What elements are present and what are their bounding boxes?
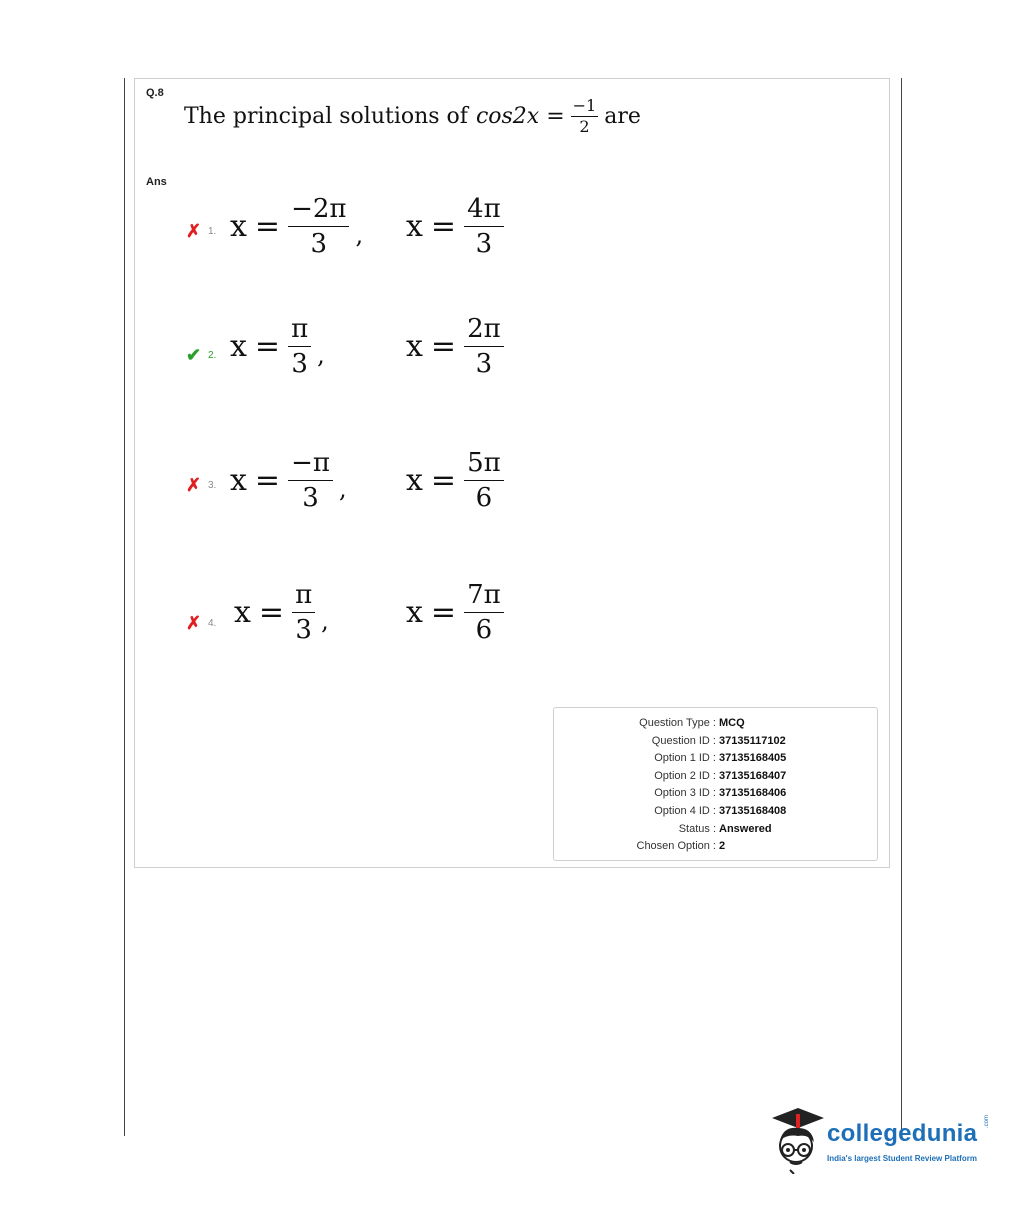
info-value: 37135168405 [719,752,787,764]
info-label: Option 1 ID : [654,752,716,764]
option-number: 2. [208,350,217,361]
option-number: 4. [208,618,217,629]
info-label: Option 2 ID : [654,770,716,782]
cross-icon: ✗ [186,221,202,241]
option-1-first-equation [230,196,363,257]
variable: x [406,209,423,244]
equals-sign: = [258,595,285,630]
option-number: 1. [208,226,217,237]
equals-sign: = [254,329,281,364]
fraction-denominator: 3 [295,615,312,645]
info-label: Chosen Option : [636,840,716,852]
option-2 [186,316,546,396]
option-2-first-equation [230,316,325,377]
fraction [288,450,333,511]
fraction [288,196,349,257]
fraction-denominator: 3 [302,483,319,513]
fraction-denominator: 3 [475,349,493,379]
fraction-denominator: 2 [579,117,590,136]
right-margin-line [901,78,902,1136]
option-4-second-equation [406,582,504,643]
variable: x [406,595,423,630]
equals-sign: = [430,329,457,364]
comma: , [317,341,325,369]
question-number: Q.8 [146,87,164,99]
variable: x [230,463,247,498]
info-value: Answered [719,823,772,835]
equals-sign: = [430,463,457,498]
info-label: Question Type : [639,717,716,729]
fraction [464,316,504,377]
cross-icon: ✗ [186,613,202,633]
info-value: 37135168406 [719,787,787,799]
variable: x [406,329,423,364]
fraction [464,450,504,511]
comma: , [338,475,347,503]
fraction-denominator: 3 [310,229,328,259]
fraction [292,582,315,643]
fraction-numerator: −2π [291,194,347,224]
question-fraction [571,98,599,135]
fraction-numerator: 4π [467,194,501,224]
checkmark-icon: ✔ [186,345,202,365]
variable: x [230,329,247,364]
answer-label: Ans [146,176,167,188]
logo-tld: .com [984,1114,990,1128]
info-value: 37135117102 [719,735,786,747]
left-margin-line [124,78,125,1136]
option-1-second-equation [406,196,504,257]
option-3-second-equation [406,450,504,511]
option-3 [186,450,546,530]
info-label: Status : [678,823,716,835]
graduate-mascot-icon [768,1104,826,1174]
cross-icon: ✗ [186,475,202,495]
info-value: 2 [719,840,726,852]
option-2-second-equation [406,316,504,377]
option-4 [186,582,546,662]
fraction [464,196,504,257]
logo-tagline: India's largest Student Review Platform [827,1154,977,1163]
info-label: Question ID : [651,735,716,747]
fraction [288,316,311,377]
comma: , [321,607,329,635]
equals-sign: = [430,209,457,244]
equals-sign: = [254,209,281,244]
fraction-numerator: π [291,314,309,344]
question-info-box [553,707,878,861]
equals-sign: = [254,463,281,498]
fraction-numerator: −π [291,448,330,478]
question-prefix: The principal solutions of [184,104,468,129]
variable: x [230,209,247,244]
fraction-numerator: 7π [467,580,501,610]
info-value: 37135168408 [719,805,787,817]
fraction-numerator: −1 [572,96,597,115]
question-text [184,98,641,135]
variable: x [406,463,423,498]
fraction-numerator: π [295,580,313,610]
option-number: 3. [208,480,217,491]
logo-wordmark: collegedunia [827,1120,978,1147]
info-value: 37135168407 [719,770,787,782]
fraction-denominator: 3 [475,229,493,259]
fraction [464,582,504,643]
question-suffix: are [604,104,641,129]
variable: x [234,595,251,630]
info-label: Option 3 ID : [654,787,716,799]
collegedunia-logo [768,1104,998,1184]
question-expression: cos2x = [475,104,565,129]
option-3-first-equation [230,450,347,511]
fraction-denominator: 6 [475,615,493,645]
equals-sign: = [430,595,457,630]
info-value: MCQ [719,717,745,729]
fraction-denominator: 3 [291,349,308,379]
option-4-first-equation [234,582,329,643]
fraction-numerator: 5π [467,448,501,478]
option-1 [186,196,546,276]
fraction-denominator: 6 [475,483,493,513]
info-label: Option 4 ID : [654,805,716,817]
fraction-numerator: 2π [467,314,501,344]
comma: , [355,221,364,249]
